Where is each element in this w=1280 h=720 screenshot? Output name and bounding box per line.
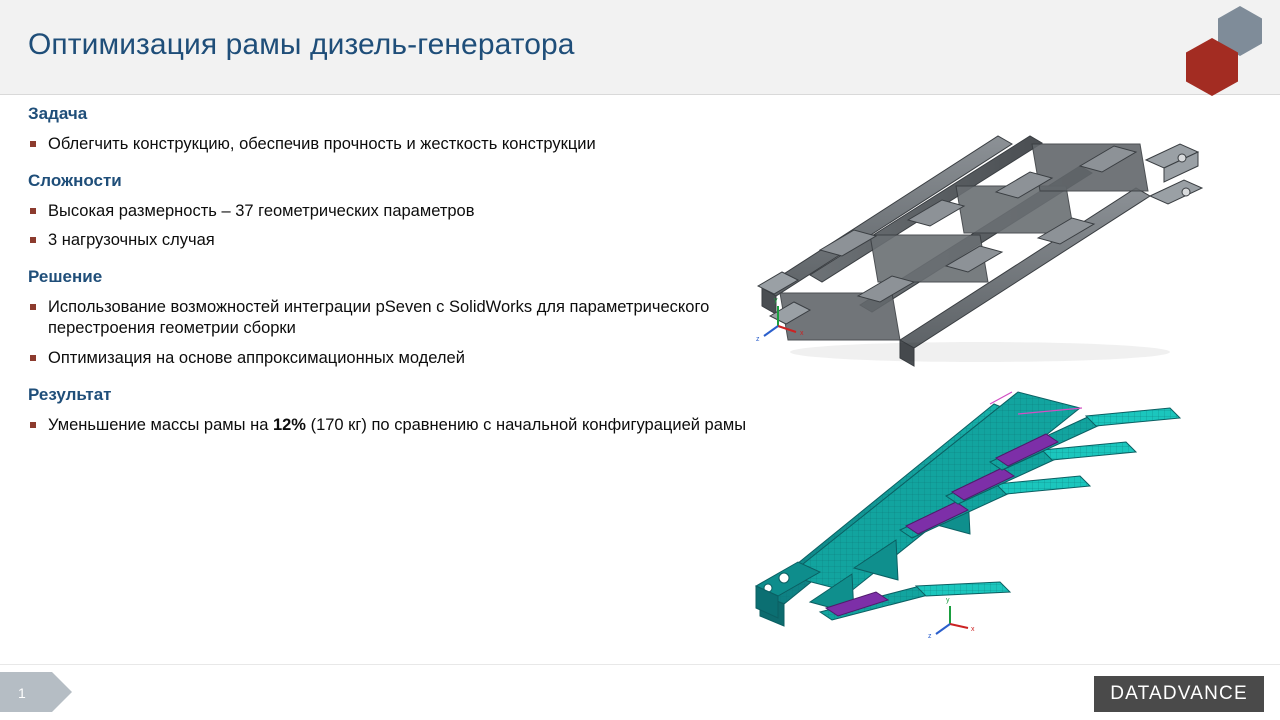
bullet-marker-icon bbox=[30, 208, 36, 214]
list-item-text: Использование возможностей интеграции pSeven с SolidWorks для параметрического перестроения геометрии сборки bbox=[48, 298, 710, 338]
bullet-marker-icon bbox=[30, 304, 36, 310]
fea-mesh-image bbox=[750, 380, 1270, 640]
section-heading-rezultat: Результат bbox=[28, 384, 112, 404]
list-item bbox=[28, 297, 748, 339]
cad-frame-image bbox=[750, 100, 1270, 370]
brand-logo-text: DATADVANCE bbox=[1110, 683, 1248, 704]
section-heading-zadacha: Задача bbox=[28, 104, 88, 123]
svg-text:y: y bbox=[946, 597, 950, 604]
svg-text:x: x bbox=[971, 626, 975, 633]
list-item bbox=[28, 415, 748, 436]
bullet-marker-icon bbox=[30, 141, 36, 147]
slide-footer bbox=[0, 664, 1280, 720]
list-item bbox=[28, 134, 748, 155]
list-item bbox=[28, 230, 748, 251]
bullet-marker-icon bbox=[30, 237, 36, 243]
list-item-text: 3 нагрузочных случая bbox=[48, 231, 215, 250]
content-column bbox=[28, 104, 748, 444]
list-item-text: Оптимизация на основе аппроксимационных моделей bbox=[48, 348, 465, 367]
list-item bbox=[28, 201, 748, 222]
svg-text:z: z bbox=[756, 336, 760, 343]
section-heading-slozhnosti: Сложности bbox=[28, 171, 122, 191]
fea-mesh-svg bbox=[750, 380, 1270, 640]
list-item-text: Уменьшение массы рамы на 12% (170 кг) по сравнению с начальной конфигурацией рамы bbox=[48, 415, 747, 434]
logo bbox=[1172, 6, 1262, 94]
cad-frame-svg bbox=[750, 100, 1270, 370]
svg-text:z: z bbox=[928, 633, 932, 640]
section-heading-reshenie: Решение bbox=[28, 267, 103, 287]
bullet-marker-icon bbox=[30, 355, 36, 361]
svg-text:y: y bbox=[774, 297, 778, 304]
brand-logo bbox=[1094, 676, 1264, 712]
list-item-text: Высокая размерность – 37 геометрических параметров bbox=[48, 202, 475, 221]
page-number: 1 bbox=[18, 685, 26, 701]
axis-triad-icon bbox=[928, 597, 975, 640]
slide-header bbox=[0, 0, 1280, 95]
page-number-tag bbox=[0, 672, 72, 712]
list-item bbox=[28, 348, 748, 369]
page-title: Оптимизация рамы дизель-генератора bbox=[28, 28, 575, 61]
list-item-text: Облегчить конструкцию, обеспечив прочность и жесткость конструкции bbox=[48, 135, 596, 153]
bullet-marker-icon bbox=[30, 422, 36, 428]
svg-text:x: x bbox=[800, 330, 804, 337]
